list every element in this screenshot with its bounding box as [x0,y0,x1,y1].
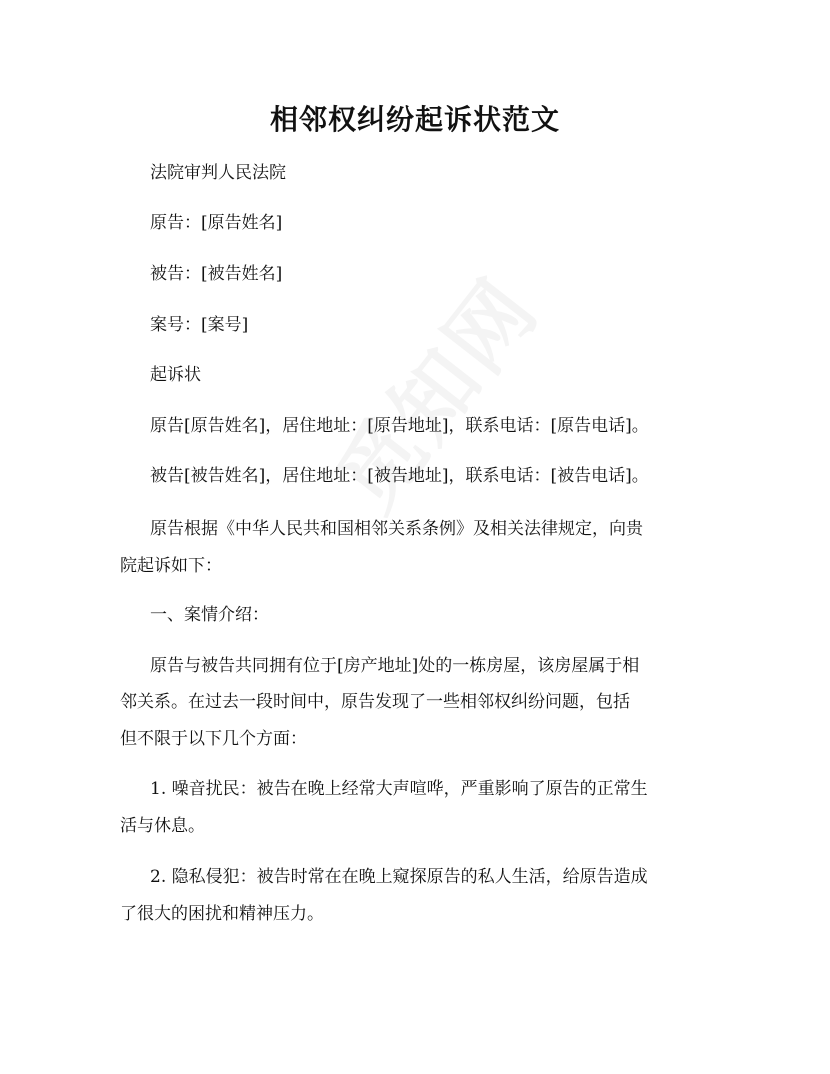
defendant-line: 被告：[被告姓名] [150,264,283,284]
paragraph-line: 院起诉如下： [120,556,222,576]
list-item: 1. 噪音扰民：被告在晚上经常大声喧哗，严重影响了原告的正常生 [150,779,648,799]
plaintiff-info: 原告[原告姓名]，居住地址：[原告地址]，联系电话：[原告电话]。 [150,416,649,436]
paragraph-line: 原告根据《中华人民共和国相邻关系条例》及相关法律规定，向贵 [150,519,643,539]
list-item-continuation: 活与休息。 [120,816,205,836]
plaintiff-line: 原告：[原告姓名] [150,213,283,233]
case-number-line: 案号：[案号] [150,315,249,335]
list-item: 2. 隐私侵犯：被告时常在在晚上窥探原告的私人生活，给原告造成 [150,867,648,887]
paragraph-line: 原告与被告共同拥有位于[房产地址]处的一栋房屋，该房屋属于相 [150,656,640,676]
complaint-heading: 起诉状 [150,365,201,385]
watermark [303,249,561,532]
document-title: 相邻权纠纷起诉状范文 [269,103,560,136]
paragraph-line: 但不限于以下几个方面： [120,729,307,749]
section-heading: 一、案情介绍： [150,605,269,625]
defendant-info: 被告[被告姓名]，居住地址：[被告地址]，联系电话：[被告电话]。 [150,466,649,486]
list-item-continuation: 了很大的困扰和精神压力。 [120,904,324,924]
court-line: 法院审判人民法院 [150,163,286,183]
paragraph-line: 邻关系。在过去一段时间中，原告发现了一些相邻权纠纷问题，包括 [120,692,630,712]
